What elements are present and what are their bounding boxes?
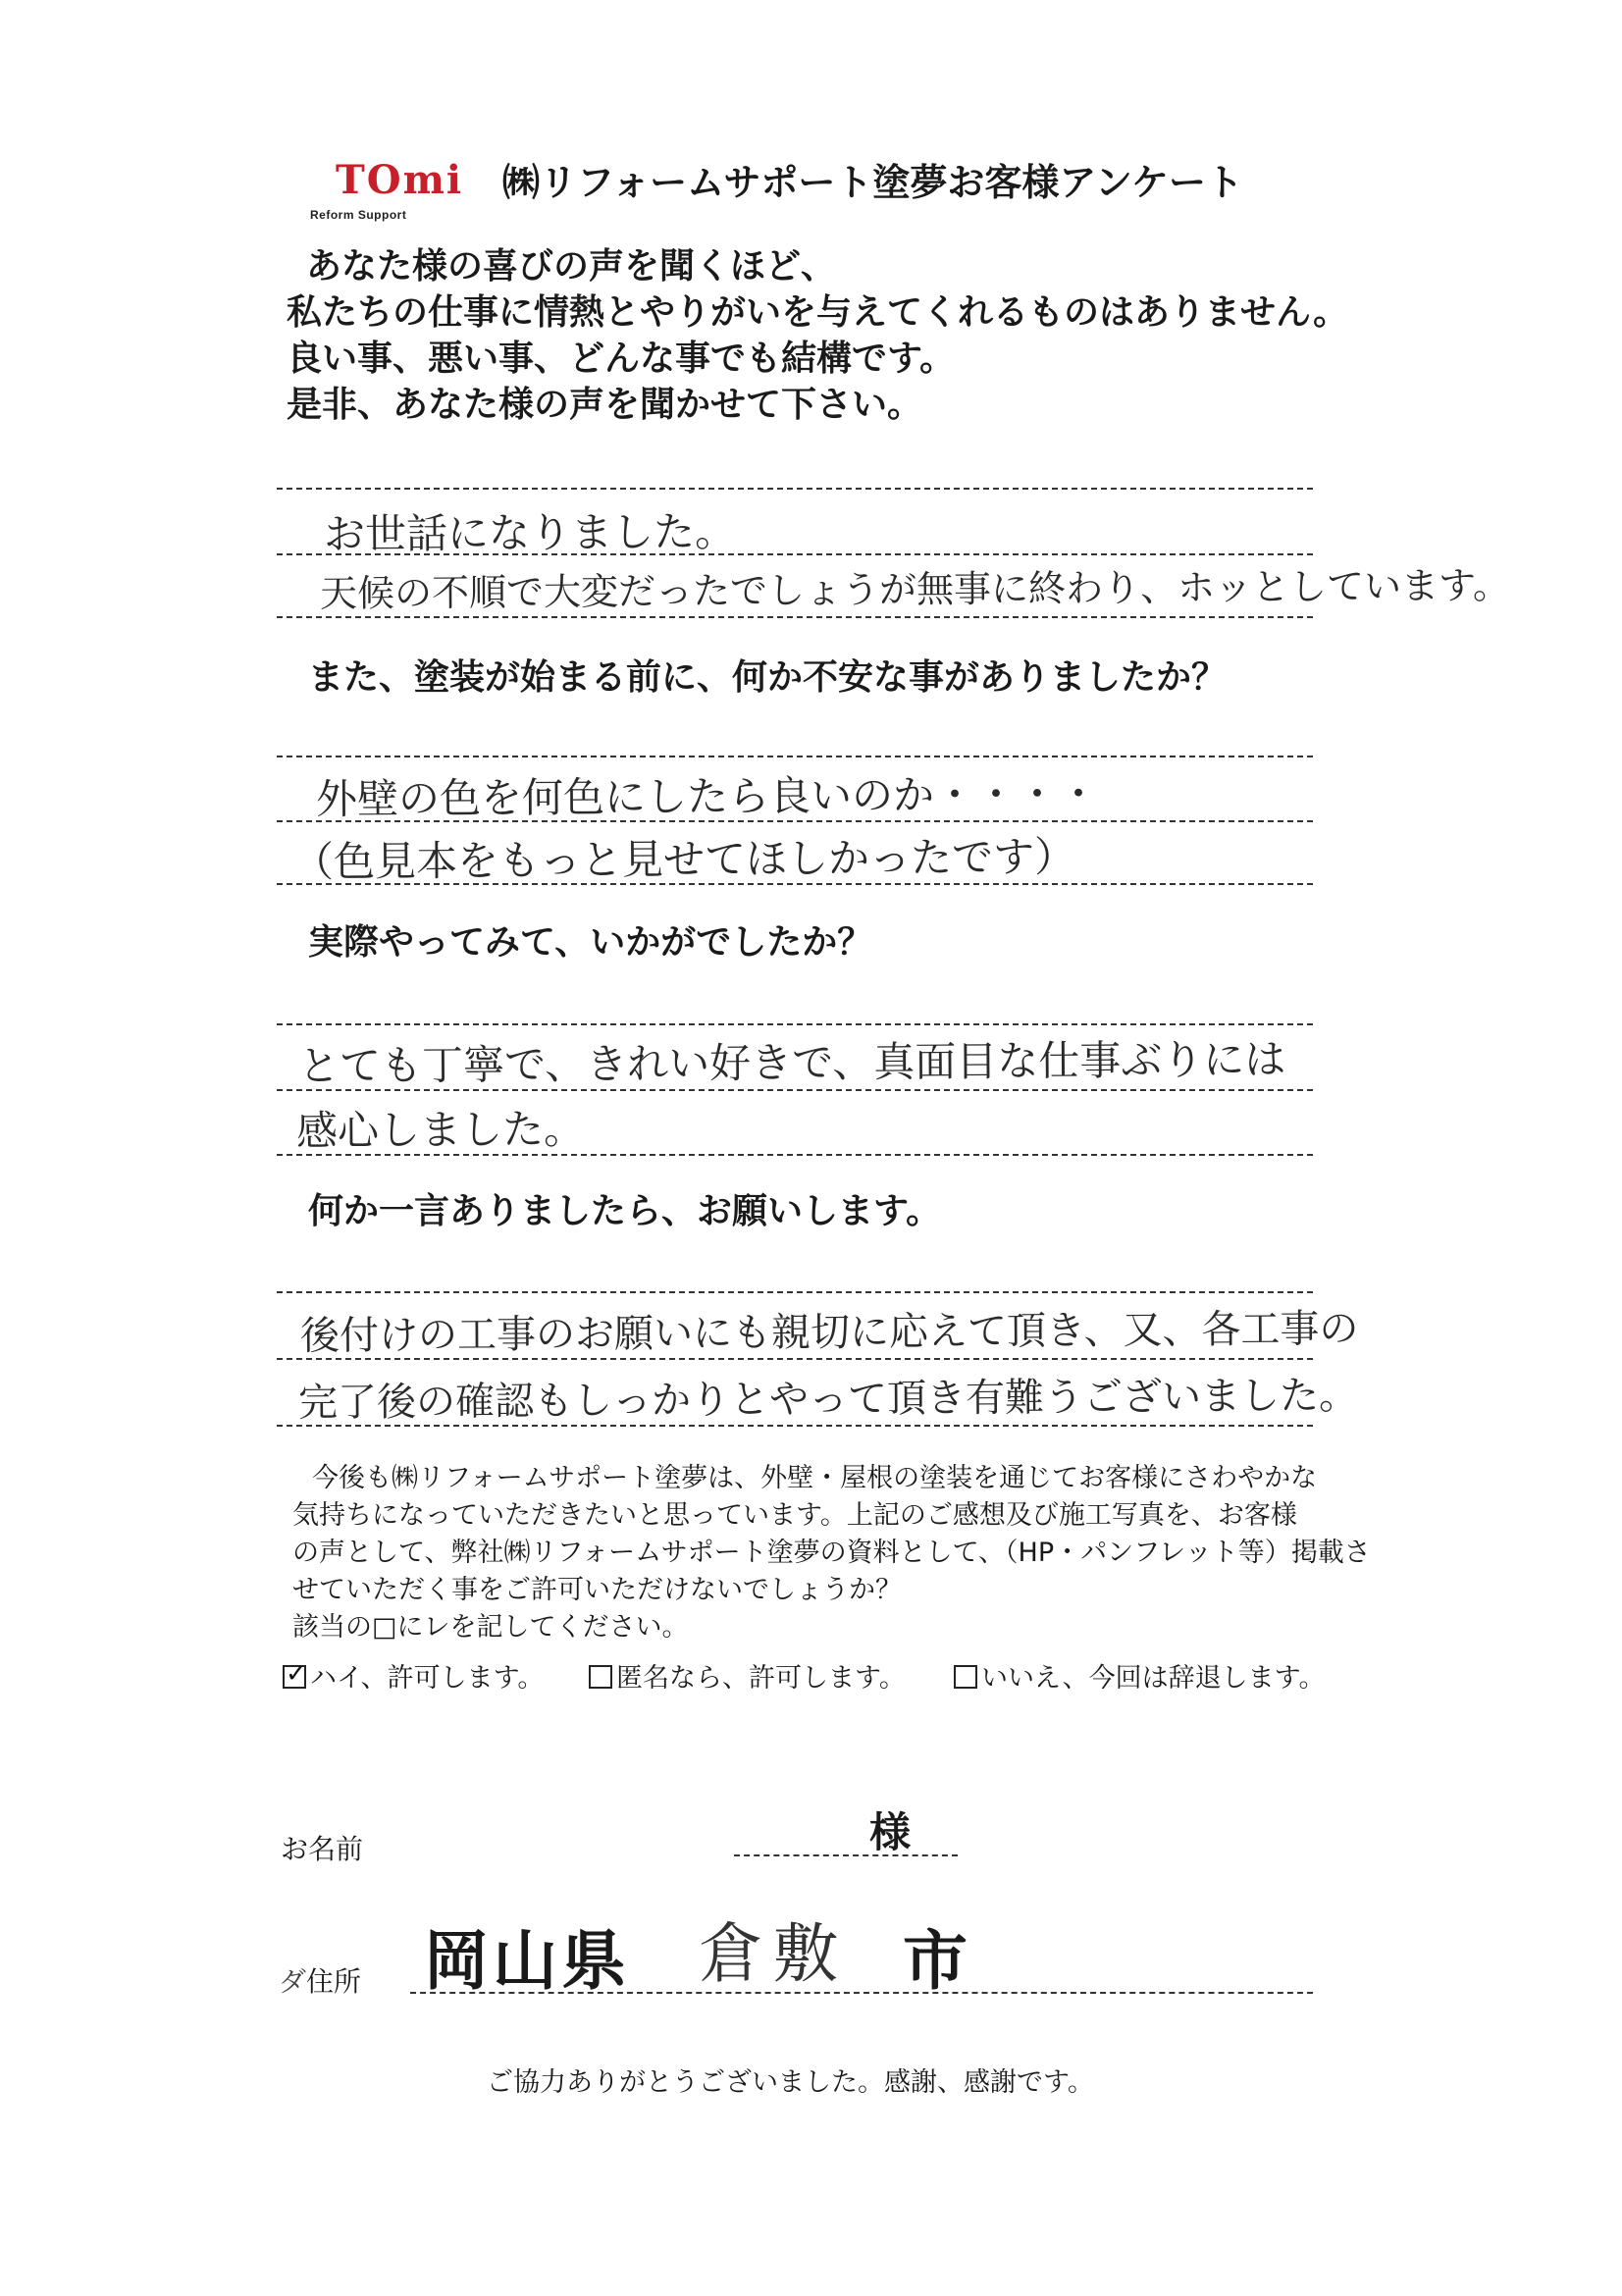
intro-line: 私たちの仕事に情熱とやりがいを与えてくれるものはありません。 (287, 292, 1349, 333)
logo-mark: TOmi (336, 157, 464, 203)
handwritten-address-city: 倉敷 (699, 1916, 848, 1992)
option-decline[interactable] (954, 1656, 1325, 1695)
name-field-line[interactable] (734, 1854, 958, 1856)
answer-line (277, 1089, 1313, 1091)
address-field-line[interactable] (410, 1992, 1313, 1994)
intro-line: 是非、あなた様の声を聞かせて下さい。 (287, 385, 923, 425)
intro-text (287, 243, 1348, 428)
answer-line (277, 488, 1313, 490)
company-logo (306, 157, 464, 228)
permission-line: せていただく事をご許可いただけないでしょうか？ (292, 1575, 902, 1605)
question-3: 実際やってみて、いかがでしたか？ (308, 922, 873, 963)
answer-line (277, 1291, 1313, 1293)
name-label: お名前 (281, 1833, 364, 1865)
handwritten-answer-3-line-1: とても丁寧で、きれい好きで、真面目な仕事ぶりには (297, 1034, 1286, 1090)
handwritten-answer-1-line-1: お世話になりました。 (323, 507, 737, 558)
address-mark: ダ (279, 1965, 307, 1998)
answer-line (277, 616, 1313, 618)
handwritten-answer-3-line-2: 感心しました。 (295, 1104, 586, 1155)
handwritten-answer-4-line-2: 完了後の確認もしっかりとやって頂き有難うございました。 (297, 1373, 1359, 1426)
address-prefecture: 岡山県 (424, 1923, 630, 1999)
option-permit[interactable] (283, 1656, 544, 1695)
name-suffix: 様 (869, 1808, 912, 1856)
intro-line: 良い事、悪い事、どんな事でも結構です。 (287, 339, 956, 379)
intro-line: あなた様の喜びの声を聞くほど、 (306, 246, 837, 287)
permission-line: 該当の□にレを記してください。 (292, 1612, 689, 1643)
permission-line: の声として、弊社㈱リフォームサポート塗夢の資料として、（HP・パンフレット等）掲載さ (292, 1538, 1371, 1568)
logo-text: Reform Support (310, 208, 407, 222)
address-label-text: 住所 (306, 1965, 362, 1998)
answer-line (277, 1425, 1313, 1427)
option-label: 匿名なら、許可します。 (616, 1663, 906, 1694)
checkbox-icon[interactable] (954, 1665, 977, 1689)
answer-line (277, 883, 1313, 885)
handwritten-answer-4-line-1: 後付けの工事のお願いにも親切に応えて頂き、又、各工事の (299, 1306, 1359, 1359)
checkbox-icon[interactable] (589, 1665, 612, 1689)
checkbox-checked-icon[interactable] (283, 1665, 306, 1689)
answer-line (277, 820, 1313, 822)
answer-line (277, 1023, 1313, 1025)
thanks-text: ご協力ありがとうございました。感謝、感謝です。 (487, 2067, 1094, 2098)
permission-line: 気持ちになっていただきたいと思っています。上記のご感想及び施工写真を、お客様 (292, 1500, 1297, 1531)
question-2: また、塗装が始まる前に、何か不安な事がありましたか？ (308, 657, 1228, 698)
option-label: ハイ、許可します。 (310, 1663, 545, 1694)
handwritten-answer-2-line-2: （色見本をもっと見せてほしかったです） (291, 832, 1076, 886)
handwritten-answer-1-line-2: 天候の不順で大変だったでしょうが無事に終わり、ホッとしています。 (319, 563, 1511, 615)
option-label: いいえ、今回は辞退します。 (981, 1663, 1326, 1694)
address-city-suffix: 市 (903, 1923, 968, 1999)
answer-line (277, 1154, 1313, 1156)
answer-line (277, 756, 1313, 757)
option-anonymous[interactable] (589, 1656, 906, 1695)
address-label (279, 1960, 361, 2000)
handwritten-answer-2-line-1: 外壁の色を何色にしたら良いのか・・・・ (315, 769, 1100, 823)
question-4: 何か一言ありましたら、お願いします。 (308, 1191, 942, 1231)
answer-line (277, 1358, 1313, 1360)
page-title: ㈱リフォームサポート塗夢お客様アンケート (502, 161, 1244, 204)
answer-line (277, 553, 1313, 555)
permission-line: 今後も㈱リフォームサポート塗夢は、外壁・屋根の塗装を通じてお客様にさわやかな (312, 1463, 1318, 1493)
permission-text (292, 1460, 1371, 1646)
